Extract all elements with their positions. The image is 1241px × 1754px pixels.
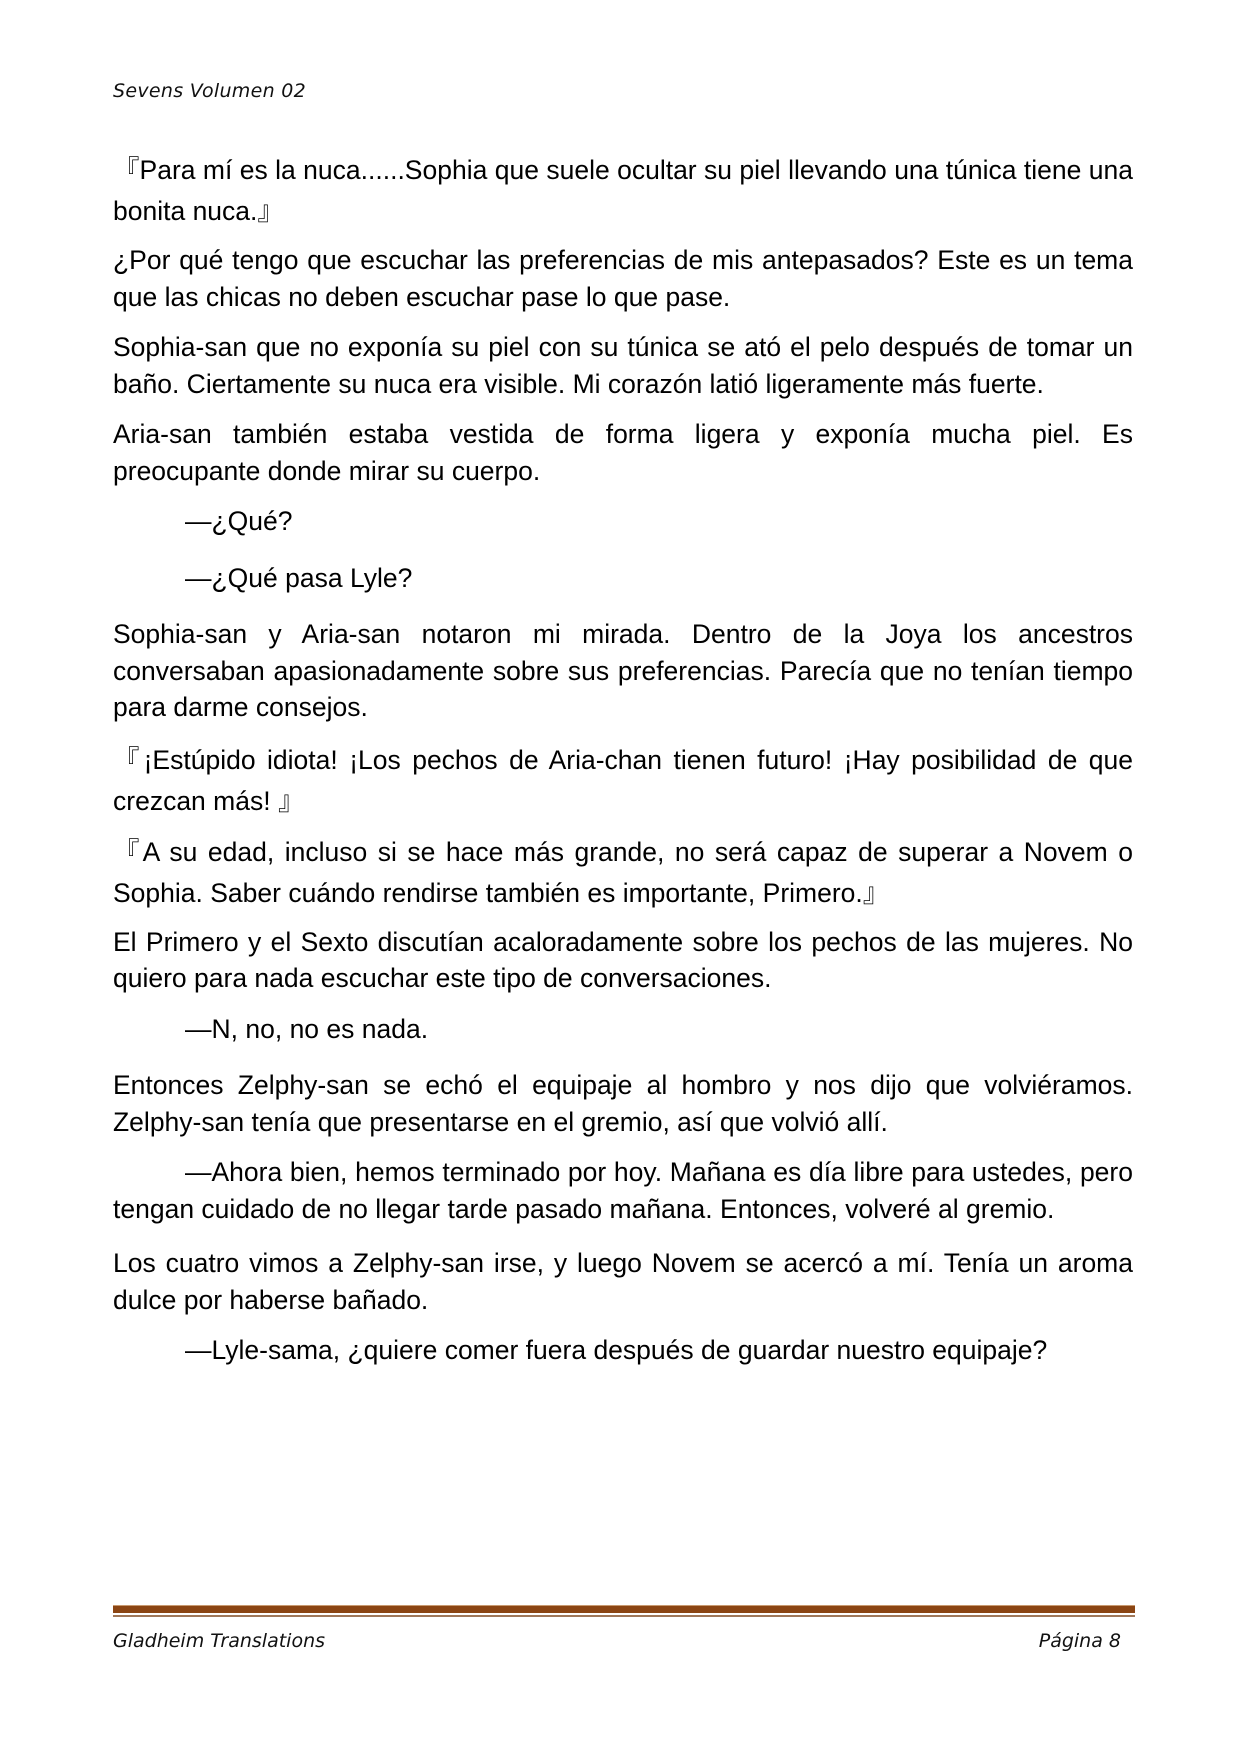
quote-paragraph: 『Para mí es la nuca......Sophia que suele ocultar su piel llevando una túnica tiene una bonita nuca.』	[113, 155, 1133, 226]
dialogue-line: —¿Qué?	[185, 506, 293, 536]
narration-paragraph: El Primero y el Sexto discutían acaloradamente sobre los pechos de las mujeres. No quiero para nada escuchar este tipo de conversaciones.	[113, 926, 1133, 993]
narration-paragraph: Los cuatro vimos a Zelphy-san irse, y luego Novem se acercó a mí. Tenía un aroma dulce por haberse bañado.	[113, 1248, 1133, 1315]
narration-paragraph: Entonces Zelphy-san se echó el equipaje al hombro y nos dijo que volviéramos. Zelphy-san tenía que presentarse en el gremio, así que volvió allí.	[113, 1070, 1133, 1137]
footer-divider-thin	[113, 1615, 1135, 1617]
footer-page-number: Página 8	[1038, 1630, 1121, 1652]
dialogue-line: —N, no, no es nada.	[185, 1013, 429, 1044]
footer-divider-thick	[113, 1605, 1135, 1613]
dialogue-line: —¿Qué pasa Lyle?	[185, 562, 413, 593]
footer-divider	[113, 1605, 1135, 1617]
narration-paragraph: Sophia-san que no exponía su piel con su túnica se ató el pelo después de tomar un baño. Ciertamente su nuca era visible. Mi corazón latió ligeramente más fuerte.	[113, 332, 1133, 399]
quote-paragraph: 『¡Estúpido idiota! ¡Los pechos de Aria-chan tienen futuro! ¡Hay posibilidad de que crezcan más! 』	[113, 744, 1133, 816]
quote-paragraph: 『A su edad, incluso si se hace más grande, no será capaz de superar a Novem o Sophia. Saber cuándo rendirse también es importante, Primero.』	[113, 836, 1133, 908]
narration-paragraph: Aria-san también estaba vestida de forma ligera y exponía mucha piel. Es preocupante donde mirar su cuerpo.	[113, 419, 1133, 486]
page-body	[113, 150, 1133, 1387]
dialogue-line: —Lyle-sama, ¿quiere comer fuera después de guardar nuestro equipaje?	[185, 1335, 1048, 1365]
dialogue-line: —Ahora bien, hemos terminado por hoy. Mañana es día libre para ustedes, pero tengan cuidado de no llegar tarde pasado mañana. Entonces, volveré al gremio.	[113, 1157, 1133, 1224]
narration-paragraph: ¿Por qué tengo que escuchar las preferencias de mis antepasados? Este es un tema que las chicas no deben escuchar pase lo que pase.	[113, 245, 1133, 312]
narration-paragraph: Sophia-san y Aria-san notaron mi mirada. Dentro de la Joya los ancestros conversaban apasionadamente sobre sus preferencias. Parecía que no tenían tiempo para darme consejos.	[113, 619, 1133, 722]
footer-publisher: Gladheim Translations	[113, 1630, 326, 1652]
page-header-title: Sevens Volumen 02	[113, 80, 307, 102]
